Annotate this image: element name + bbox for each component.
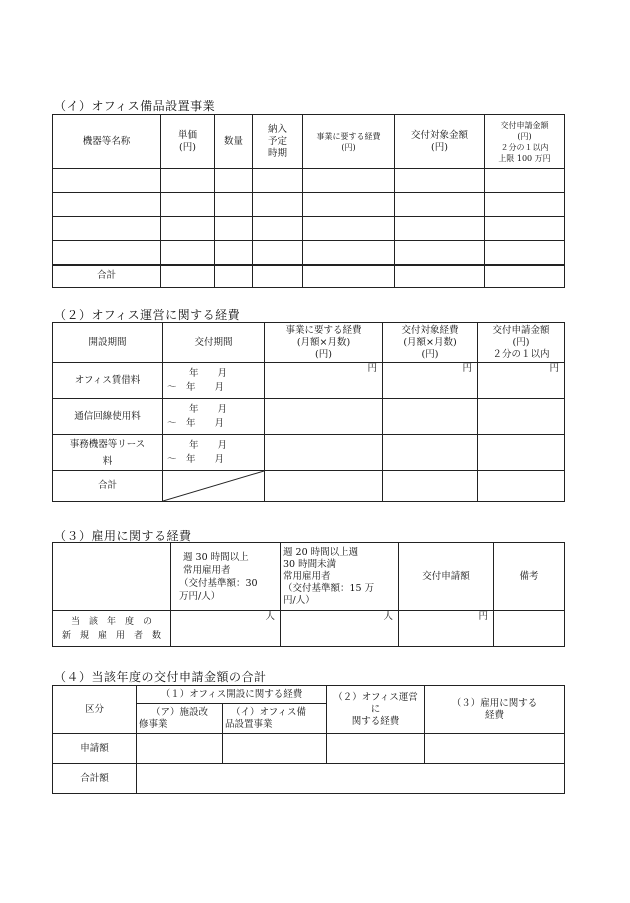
total-amount-label: 合計額	[53, 764, 137, 794]
new-hires-label: 当 該 年 度 の 新 規 雇 用 者 数	[53, 611, 171, 647]
total-label: 合計	[53, 471, 163, 502]
project-cost-header: 事業に要する経費 (月額×月数) (円)	[265, 323, 383, 363]
grant-apply-header: 交付申請金額 (円) ２分の１以内 上限 100 万円	[485, 115, 565, 169]
parttime-20h-header: 週 20 時間以上週 30 時間未満 常用雇用者 （交付基準額：15 万 円/人）	[281, 543, 399, 611]
delivery-date-header: 納入 予定 時期	[253, 115, 303, 169]
table-row	[53, 217, 565, 241]
row-label: 事務機器等リース 料	[53, 435, 163, 471]
fulltime-count-field[interactable]: 人	[171, 611, 281, 647]
table-row	[53, 764, 565, 794]
apply-amount-field[interactable]: 円	[399, 611, 494, 647]
office-operation-table	[52, 322, 565, 502]
grant-period-field[interactable]: 年 月 ～ 年 月	[163, 363, 265, 399]
grant-period-field[interactable]: 年 月 ～ 年 月	[163, 399, 265, 435]
grant-period-field[interactable]: 年 月 ～ 年 月	[163, 435, 265, 471]
opening-period-header: 開設期間	[53, 323, 163, 363]
total-row	[53, 265, 565, 288]
grant-target-header: 交付対象金額 (円)	[395, 115, 485, 169]
table-row	[53, 435, 565, 471]
table-row	[53, 169, 565, 193]
section2-title: （２）オフィス運営に関する経費	[54, 308, 241, 322]
fulltime-30h-header: 週 30 時間以上 常用雇用者 （交付基準額：30 万円/人）	[171, 543, 281, 611]
table-row	[53, 399, 565, 435]
office-equipment-header: （イ）オフィス備 品設置事業	[223, 704, 327, 734]
quantity-header: 数量	[215, 115, 253, 169]
office-equipment-table	[52, 114, 565, 288]
office-opening-header: （１）オフィス開設に関する経費	[137, 686, 327, 704]
apply-amount-header: 交付申請額	[399, 543, 494, 611]
table-row	[53, 241, 565, 265]
remarks-field[interactable]	[494, 611, 565, 647]
category-header: 区分	[53, 686, 137, 734]
grant-target-header: 交付対象経費 (月額×月数) (円)	[383, 323, 478, 363]
grant-period-header: 交付期間	[163, 323, 265, 363]
total-amount-field[interactable]	[137, 764, 565, 794]
total-label: 合計	[53, 265, 161, 288]
employment-table	[52, 542, 565, 647]
office-operation-header: （２）オフィス運営に 関する経費	[327, 686, 425, 734]
application-amount-label: 申請額	[53, 734, 137, 764]
cost-field[interactable]: 円	[265, 363, 383, 399]
unit-price-header: 単価 (円)	[161, 115, 215, 169]
section1-title: （イ）オフィス備品設置事業	[54, 99, 216, 113]
diagonal-cell	[163, 471, 265, 502]
table-row	[53, 363, 565, 399]
total-application-table	[52, 685, 565, 794]
equipment-name-header: 機器等名称	[53, 115, 161, 169]
employment-header: （３）雇用に関する 経費	[425, 686, 565, 734]
parttime-count-field[interactable]: 人	[281, 611, 399, 647]
row-label: 通信回線使用料	[53, 399, 163, 435]
facility-renovation-header: （ア）施設改 修事業	[137, 704, 223, 734]
project-cost-header: 事業に要する経費 (円)	[303, 115, 395, 169]
total-row	[53, 471, 565, 502]
table-row	[53, 611, 565, 647]
row-label: オフィス賃借料	[53, 363, 163, 399]
remarks-header: 備考	[494, 543, 565, 611]
section3-title: （３）雇用に関する経費	[54, 529, 192, 543]
apply-field[interactable]: 円	[478, 363, 565, 399]
target-field[interactable]: 円	[383, 363, 478, 399]
table-row	[53, 193, 565, 217]
section4-title: （４）当該年度の交付申請金額の合計	[54, 670, 267, 684]
table-row	[53, 734, 565, 764]
grant-apply-header: 交付申請金額 (円) ２分の１以内	[478, 323, 565, 363]
